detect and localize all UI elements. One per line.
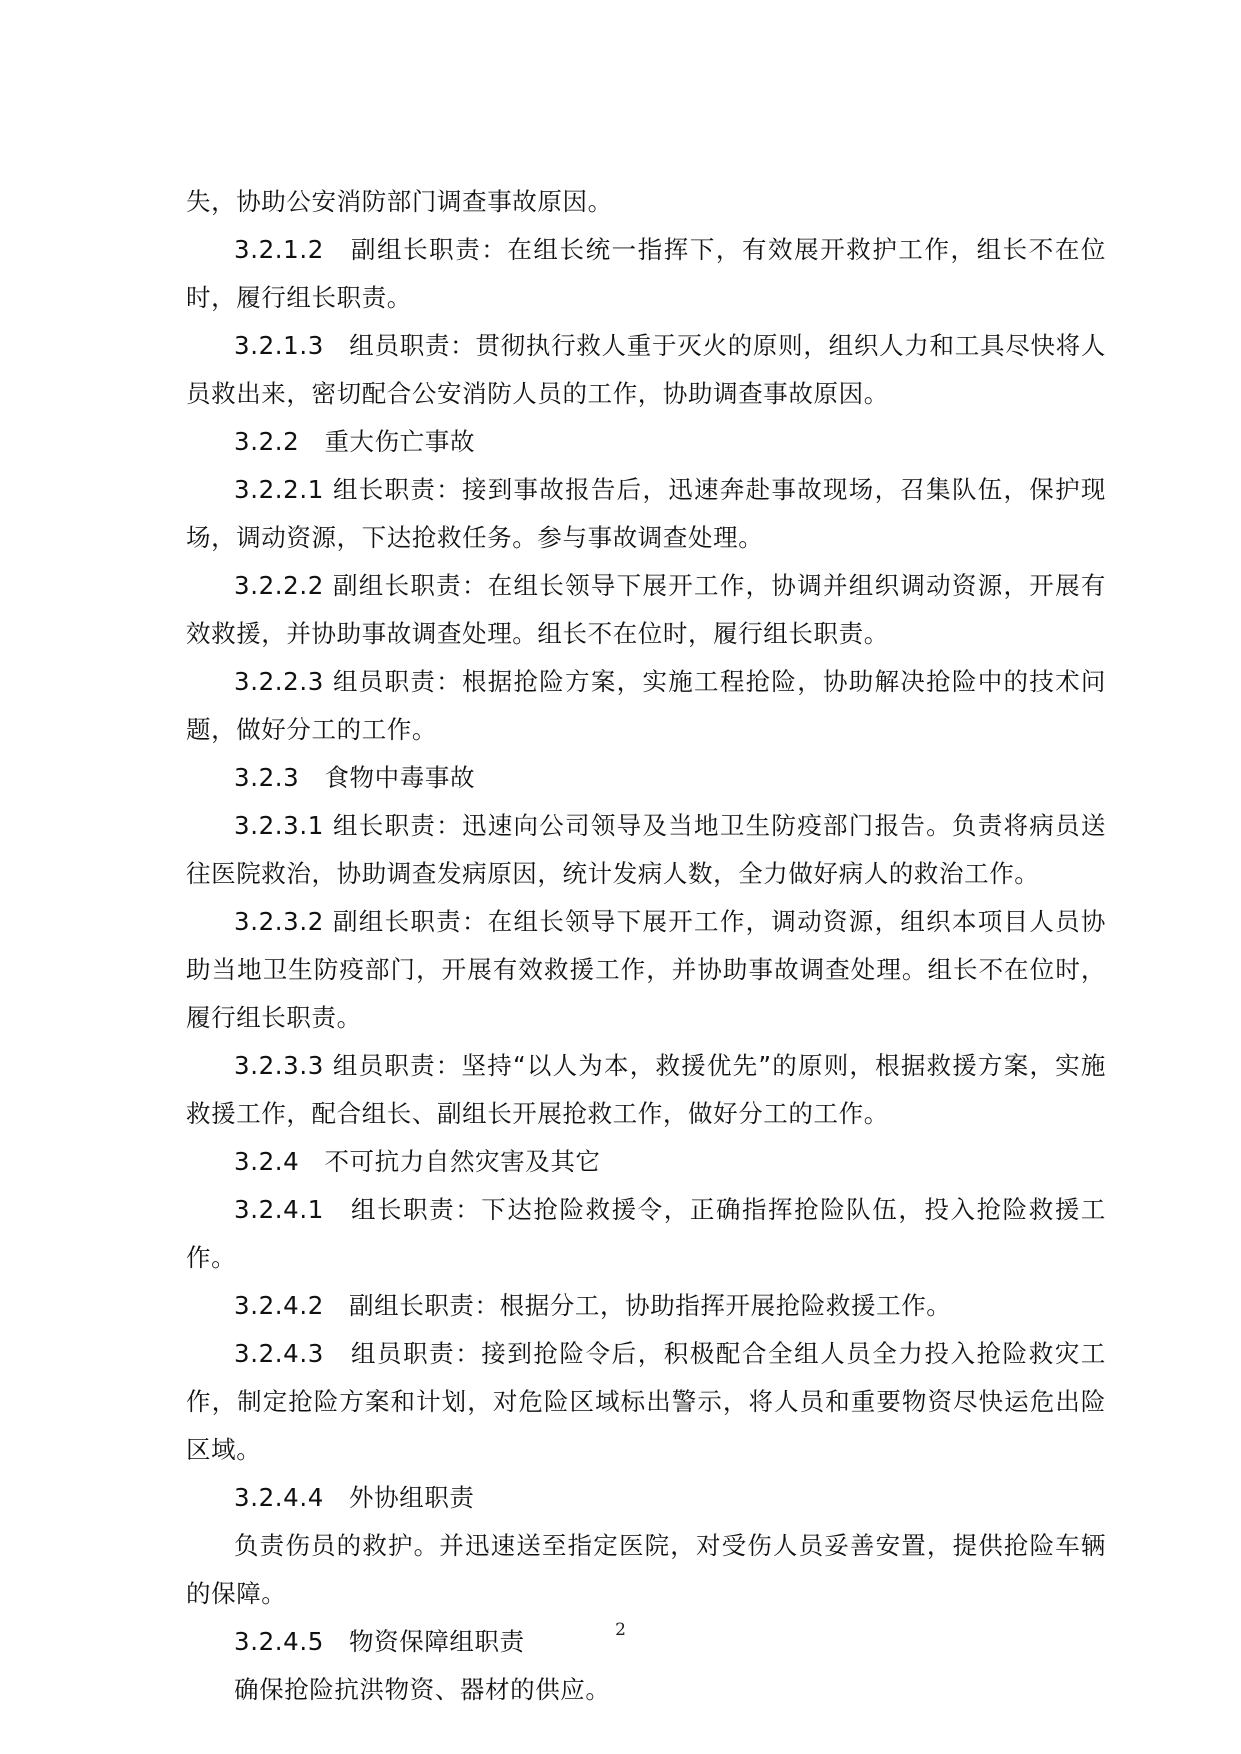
paragraph-3-2-4-3: 3.2.4.3 组员职责：接到抢险令后，积极配合全组人员全力投入抢险救灾工作，制定抢险方案和计划，对危险区域标出警示，将人员和重要物资尽快运危出险区域。 — [186, 1339, 1106, 1464]
paragraph-3-2-3-1: 3.2.3.1 组长职责：迅速向公司领导及当地卫生防疫部门报告。负责将病员送往医院救治，协助调查发病原因，统计发病人数，全力做好病人的救治工作。 — [186, 811, 1106, 888]
page-number: 2 — [615, 1620, 626, 1640]
paragraph-3-2-2-3: 3.2.2.3 组员职责：根据抢险方案，实施工程抢险，协助解决抢险中的技术问题，做好分工的工作。 — [186, 667, 1106, 744]
paragraph-3-2-4-1: 3.2.4.1 组长职责：下达抢险救援令，正确指挥抢险队伍，投入抢险救援工作。 — [186, 1195, 1106, 1272]
paragraph-external-team: 负责伤员的救护。并迅速送至指定医院，对受伤人员妥善安置，提供抢险车辆的保障。 — [186, 1531, 1106, 1608]
paragraph-3-2-2-2: 3.2.2.2 副组长职责：在组长领导下展开工作，协调并组织调动资源，开展有效救援，并协助事故调查处理。组长不在位时，履行组长职责。 — [186, 571, 1106, 648]
heading-3-2-3: 3.2.3 食物中毒事故 — [234, 763, 476, 792]
paragraph-3-2-4-2: 3.2.4.2 副组长职责：根据分工，协助指挥开展抢险救援工作。 — [234, 1291, 952, 1320]
paragraph-3-2-3-3: 3.2.3.3 组员职责：坚持“以人为本，救援优先”的原则，根据救援方案，实施救援工作，配合组长、副组长开展抢救工作，做好分工的工作。 — [186, 1051, 1106, 1128]
paragraph-continuation: 失，协助公安消防部门调查事故原因。 — [186, 187, 613, 216]
heading-3-2-4-4: 3.2.4.4 外协组职责 — [234, 1483, 475, 1512]
heading-3-2-4-5: 3.2.4.5 物资保障组职责 — [234, 1627, 525, 1656]
body-text — [186, 178, 1106, 1714]
paragraph-supplies-team: 确保抢险抗洪物资、器材的供应。 — [234, 1675, 611, 1704]
heading-3-2-4: 3.2.4 不可抗力自然灾害及其它 — [234, 1147, 601, 1176]
paragraph-3-2-2-1: 3.2.2.1 组长职责：接到事故报告后，迅速奔赴事故现场，召集队伍，保护现场，调动资源，下达抢救任务。参与事故调查处理。 — [186, 475, 1106, 552]
paragraph-3-2-3-2: 3.2.3.2 副组长职责：在组长领导下展开工作，调动资源，组织本项目人员协助当地卫生防疫部门，开展有效救援工作，并协助事故调查处理。组长不在位时，履行组长职责。 — [186, 907, 1106, 1032]
heading-3-2-2: 3.2.2 重大伤亡事故 — [234, 427, 476, 456]
paragraph-3-2-1-2: 3.2.1.2 副组长职责：在组长统一指挥下，有效展开救护工作，组长不在位时，履行组长职责。 — [186, 235, 1106, 312]
paragraph-3-2-1-3: 3.2.1.3 组员职责：贯彻执行救人重于灭火的原则，组织人力和工具尽快将人员救出来，密切配合公安消防人员的工作，协助调查事故原因。 — [186, 331, 1106, 408]
